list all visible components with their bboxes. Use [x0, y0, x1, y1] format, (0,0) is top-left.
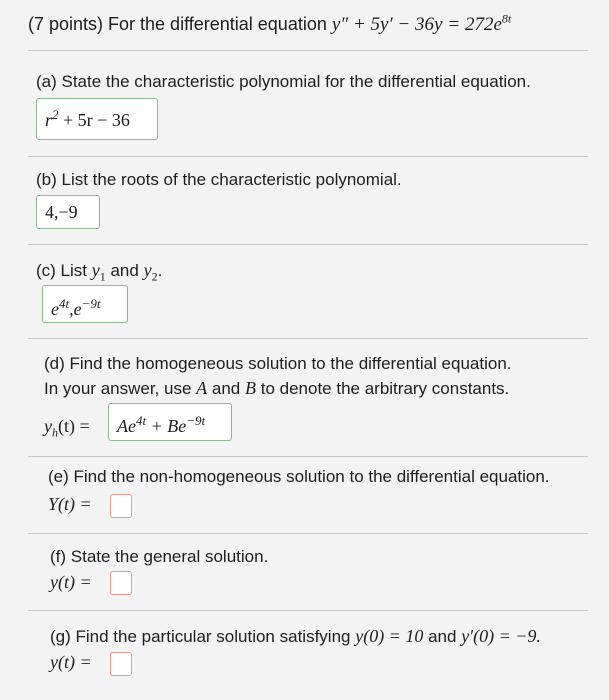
divider [28, 456, 588, 457]
part-c-prompt: (c) List $y_1$ and $y_2$. [36, 260, 163, 284]
part-f-prompt: (f) State the general solution. [50, 547, 269, 566]
divider [28, 533, 588, 534]
part-f-answer-input[interactable] [110, 571, 132, 595]
part-e-prompt: (e) Find the non-homogeneous solution to the differential equation. [48, 467, 550, 486]
part-b-answer[interactable]: 4,−9 [36, 195, 100, 229]
divider [28, 244, 588, 245]
divider [28, 610, 588, 611]
part-g-label: y(t) = [50, 652, 92, 672]
part-e-label: Y(t) = [48, 494, 92, 514]
part-a-prompt: (a) State the characteristic polynomial for the differential equation. [36, 72, 531, 91]
part-d-label: $y_h(t)$ = [44, 416, 90, 440]
part-d-prompt-line1: (d) Find the homogeneous solution to the differential equation. [44, 354, 512, 373]
part-g-prompt: (g) Find the particular solution satisfying y(0) = 10 and y′(0) = −9. [50, 626, 541, 646]
part-e-answer-input[interactable] [110, 494, 132, 518]
part-f-label: y(t) = [50, 572, 92, 592]
part-a-answer[interactable]: $r^2 + 5r - 36$ [36, 98, 158, 140]
de-rhs: = $272e^{8t}$ [447, 11, 512, 35]
part-d-answer[interactable]: $Ae^{4t} + Be^{-9t}$ [108, 403, 232, 441]
de-lhs: y″ + 5y′ − 36y [331, 14, 443, 35]
divider [28, 156, 588, 157]
divider [28, 338, 588, 339]
divider [28, 50, 588, 51]
part-g-answer-input[interactable] [110, 652, 132, 676]
question-header [28, 11, 512, 35]
points-label: (7 points) For the differential equation [28, 14, 327, 34]
part-d-prompt-line2: In your answer, use A and B to denote the arbitrary constants. [44, 378, 510, 398]
part-b-prompt: (b) List the roots of the characteristic polynomial. [36, 170, 402, 189]
part-c-answer[interactable]: $e^{4t},e^{-9t}$ [42, 285, 128, 323]
